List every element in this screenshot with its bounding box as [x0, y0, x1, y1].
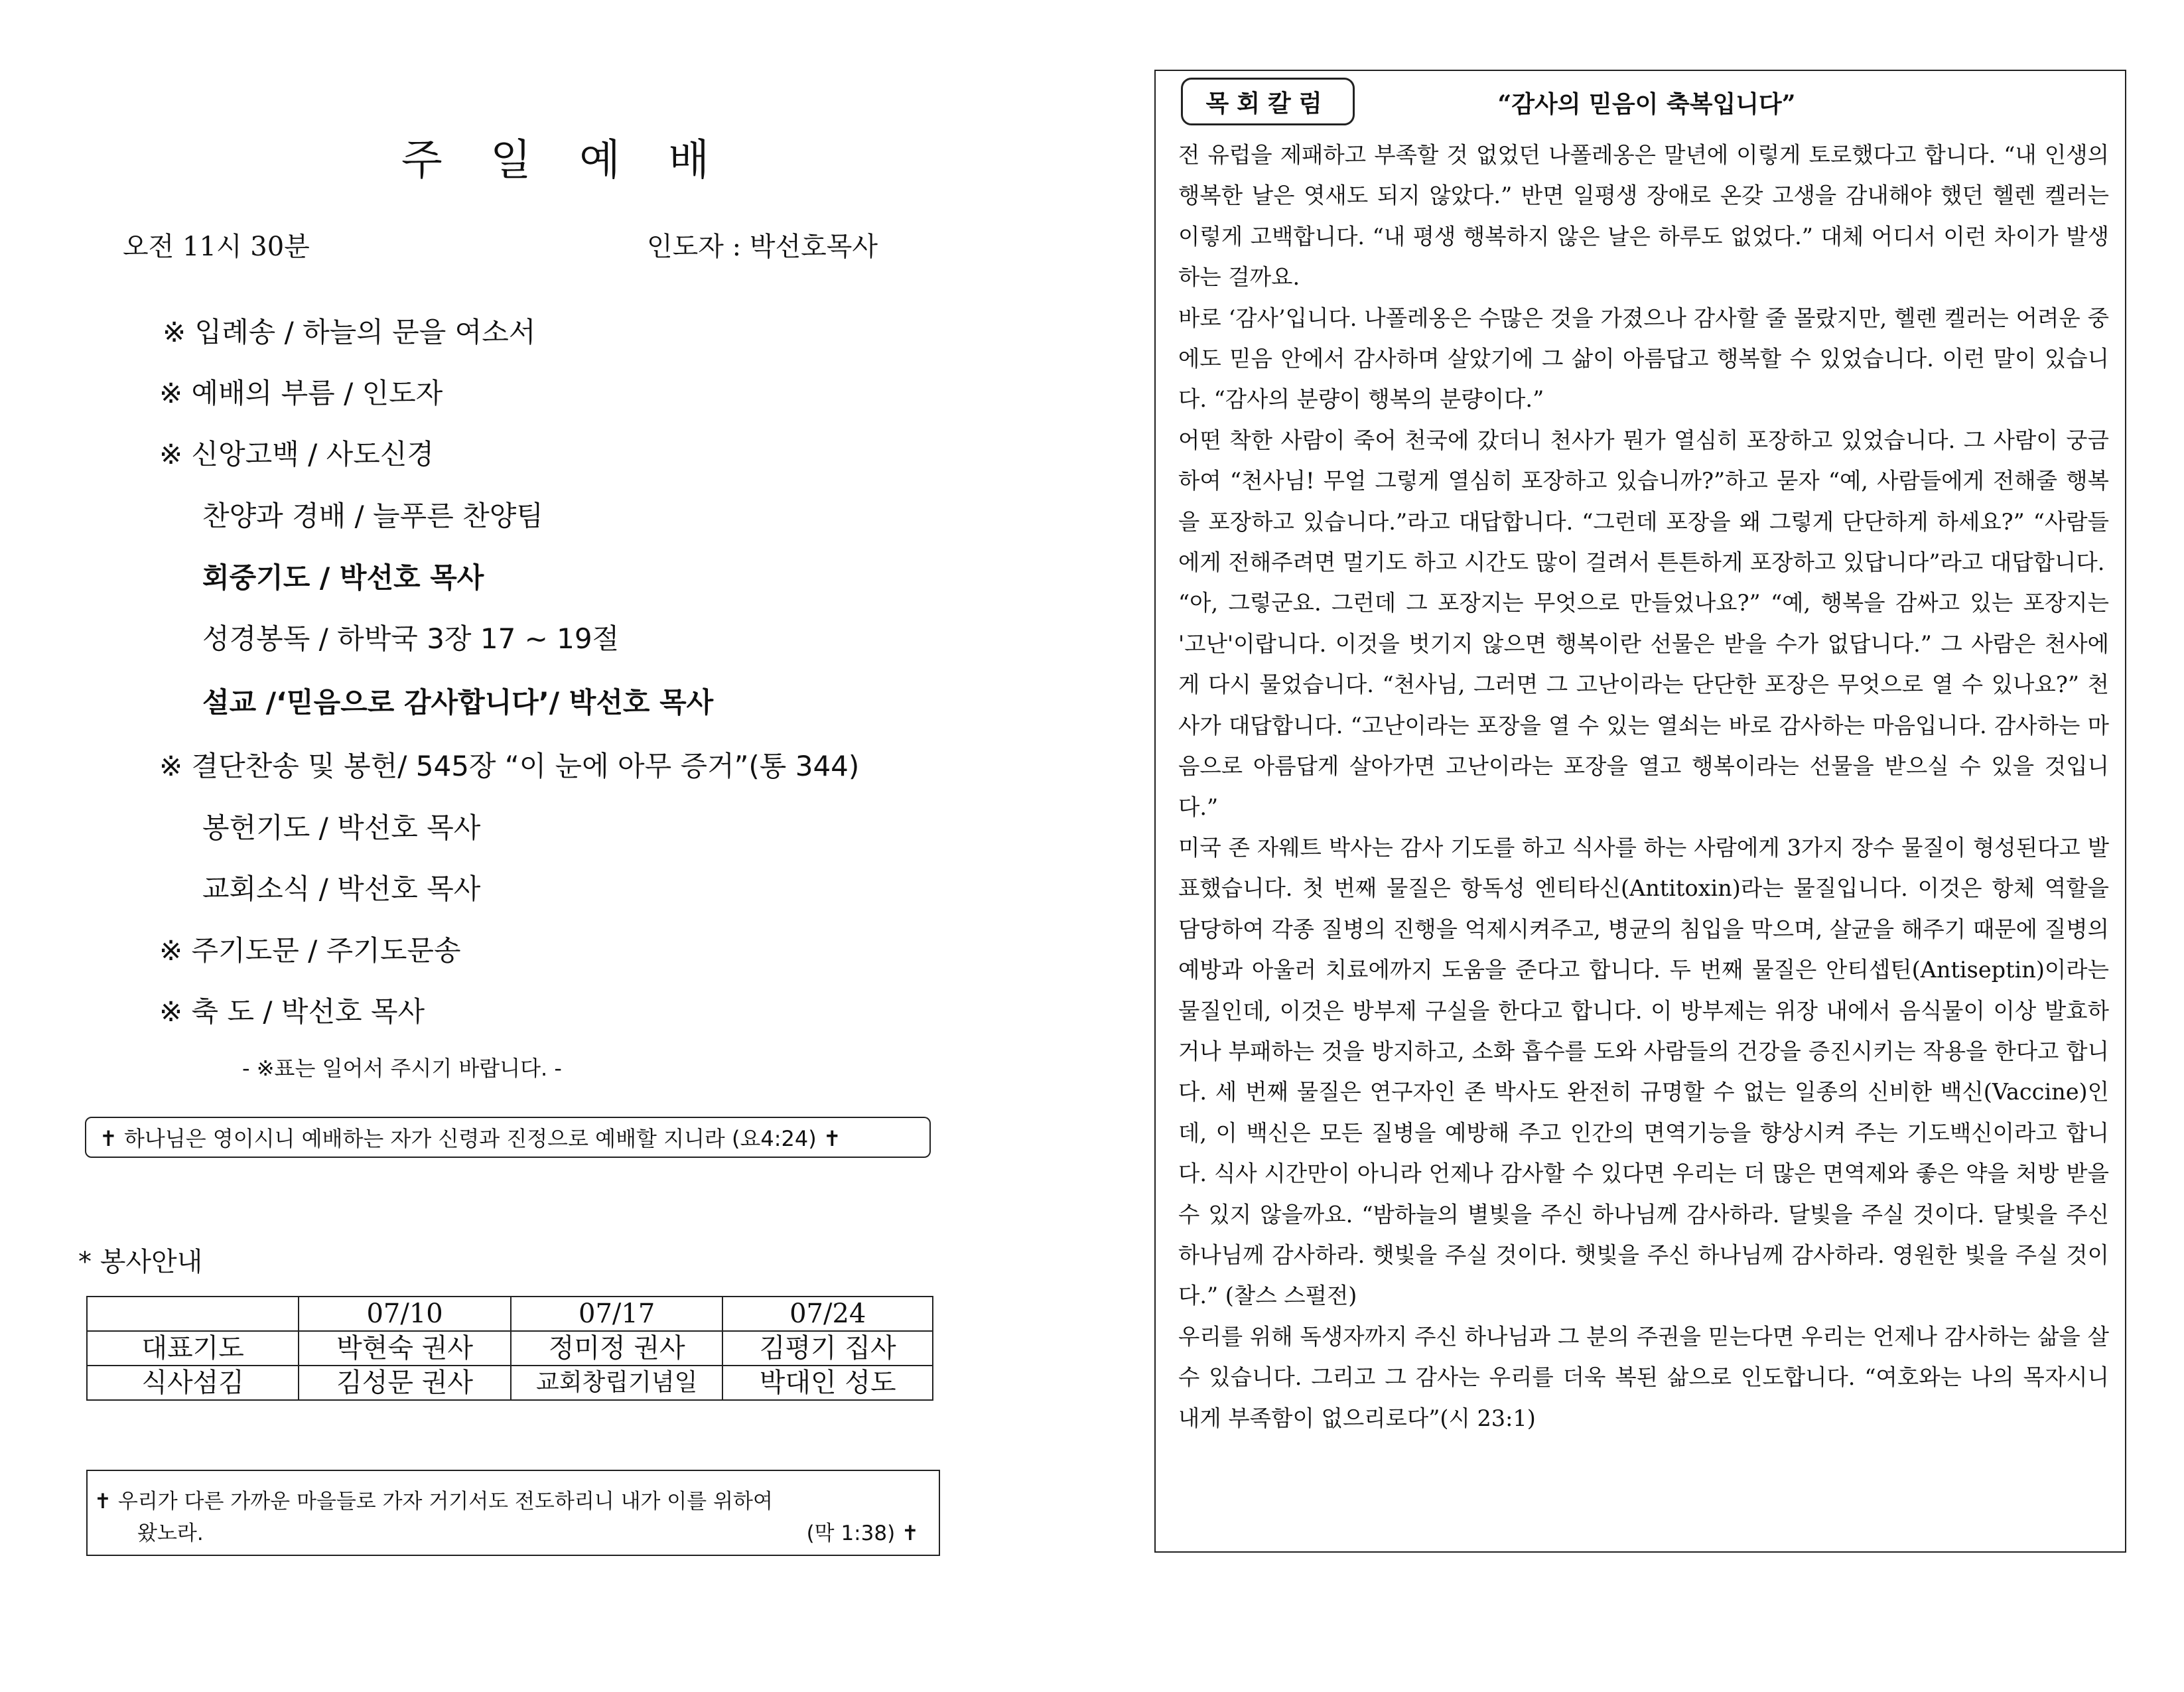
table-cell: 박현숙 권사: [299, 1331, 511, 1366]
date-header: 07/17: [511, 1297, 723, 1331]
table-cell: 정미정 권사: [511, 1331, 723, 1366]
role-cell: 대표기도: [87, 1331, 299, 1366]
order-item: ※ 신앙고백 / 사도신경: [159, 438, 434, 470]
service-heading: * 봉사안내: [78, 1247, 203, 1277]
table-row: [87, 1331, 933, 1366]
column-body: [1178, 135, 2109, 1439]
order-item: ※ 예배의 부름 / 인도자: [159, 377, 443, 409]
order-item: ※ 입례송 / 하늘의 문을 여소서: [163, 316, 536, 348]
order-item: 성경봉독 / 하박국 3장 17 ~ 19절: [202, 622, 620, 655]
order-item: ※ 결단찬송 및 봉헌/ 545장 “이 눈에 아무 증거”(통 344): [159, 750, 860, 782]
table-cell: 교회창립기념일: [511, 1366, 723, 1400]
column-paragraph: 미국 존 자웨트 박사는 감사 기도를 하고 식사를 하는 사람에게 3가지 장수 물질이 형성된다고 발표했습니다. 첫 번째 물질은 항독성 엔티타신(Antitoxin)라는 물질입니다. 이것은 항체 역할을 담당하여 각종 질병의 진행을 억제시켜주고, 병균의 침입을 막으며, 살균을 해주기 때문에 질병의 예방과 아울러 치료에까지 도움을 준다고 합니다. 두 번째 물질은 안티셉틴(Antiseptin)이라는 물질인데, 이것은 방부제 구실을 한다고 합니다. 이 방부제는 위장 내에서 음식물이 이상 발효하거나 부패하는 것을 방지하고, 소화 흡수를 도와 사람들의 건강을 증진시키는 작용을 한다고 합니다. 세 번째 물질은 연구자인 존 박사도 완전히 규명할 수 없는 일종의 신비한 백신(Vaccine)인데, 이 백신은 모든 질병을 예방해 주고 인간의 면역기능을 향상시켜 주는 기도백신이라고 합니다. 식사 시간만이 아니라 언제나 감사할 수 있다면 우리는 더 많은 면역제와 좋은 약을 처방 받을 수 있지 않을까요. “밤하늘의 별빛을 주신 하나님께 감사하라. 달빛을 주실 것이다. 달빛을 주신 하나님께 감사하라. 햇빛을 주실 것이다. 햇빛을 주신 하나님께 감사하라. 영원한 빛을 주실 것이다.” (찰스 스펄전): [1178, 834, 2109, 1309]
column-label: 목회칼럼: [1181, 78, 1355, 125]
service-table: [86, 1296, 933, 1401]
order-item: 회중기도 / 박선호 목사: [202, 561, 484, 594]
standing-note: - ※표는 일어서 주시기 바랍니다. -: [242, 1056, 562, 1081]
order-item: 설교 /‘믿음으로 감사합니다’/ 박선호 목사: [202, 686, 714, 719]
bottom-verse-line1: ✝ 우리가 다른 가까운 마을들로 가자 거기서도 전도하리니 내가 이를 위하여: [94, 1490, 773, 1514]
order-item: 찬양과 경배 / 늘푸른 찬양팀: [202, 500, 543, 532]
table-row: [87, 1297, 933, 1331]
date-header: 07/10: [299, 1297, 511, 1331]
column-paragraph: 바로 ‘감사’입니다. 나폴레옹은 수많은 것을 가졌으나 감사할 줄 몰랐지만, 헬렌 켈러는 어려운 중에도 믿음 안에서 감사하며 살았기에 그 삶이 아름답고 행복할 수 있었습니다. 이런 말이 있습니다. “감사의 분량이 행복의 분량이다.”: [1178, 305, 2109, 413]
bottom-verse-box: [86, 1470, 940, 1556]
order-item: 교회소식 / 박선호 목사: [202, 873, 481, 905]
column-paragraph: 전 유럽을 제패하고 부족할 것 없었던 나폴레옹은 말년에 이렇게 토로했다고 합니다. “내 인생의 행복한 날은 엿새도 되지 않았다.” 반면 일평생 장애로 온갖 고생을 감내해야 했던 헬렌 켈러는 이렇게 고백합니다. “내 평생 행복하지 않은 날은 하루도 없었다.” 대체 어디서 이런 차이가 발생하는 걸까요.: [1178, 142, 2109, 291]
order-item: ※ 축 도 / 박선호 목사: [159, 995, 425, 1028]
verse-box: [85, 1117, 931, 1158]
table-row: [87, 1366, 933, 1400]
table-cell: 박대인 성도: [722, 1366, 933, 1400]
column-title: “감사의 믿음이 축복입니다”: [1497, 90, 1796, 118]
table-cell: 김성문 권사: [299, 1366, 511, 1400]
role-cell: 식사섬김: [87, 1366, 299, 1400]
bottom-verse-line2: 왔노라.: [137, 1521, 204, 1545]
column-paragraph: 우리를 위해 독생자까지 주신 하나님과 그 분의 주권을 믿는다면 우리는 언제나 감사하는 삶을 살 수 있습니다. 그리고 그 감사는 우리를 더욱 복된 삶으로 인도합니다. “여호와는 나의 목자시니 내게 부족함이 없으리로다”(시 23:1): [1178, 1323, 2109, 1431]
table-cell: 김평기 집사: [722, 1331, 933, 1366]
pastor-column: [1154, 70, 2126, 1553]
column-paragraph: “아, 그렇군요. 그런데 그 포장지는 무엇으로 만들었나요?” “예, 행복을 감싸고 있는 포장지는 '고난'이랍니다. 이것을 벗기지 않으면 행복이란 선물은 받을 수가 없답니다.” 그 사람은 천사에게 다시 물었습니다. “천사님, 그러면 그 고난이라는 단단한 포장은 무엇으로 열 수 있나요?” 천사가 대답합니다. “고난이라는 포장을 열 수 있는 열쇠는 바로 감사하는 마음입니다. 감사하는 마음으로 아름답게 살아가면 고난이라는 포장을 열고 행복이라는 선물을 받으실 수 있을 것입니다.”: [1178, 590, 2109, 820]
column-paragraph: 어떤 착한 사람이 죽어 천국에 갔더니 천사가 뭔가 열심히 포장하고 있었습니다. 그 사람이 궁금하여 “천사님! 무얼 그렇게 열심히 포장하고 있습니까?”하고 묻자 “예, 사람들에게 전해줄 행복을 포장하고 있습니다.”라고 대답합니다. “그런데 포장을 왜 그렇게 단단하게 하세요?” “사람들에게 전해주려면 멀기도 하고 시간도 많이 걸려서 튼튼하게 포장하고 있답니다”라고 대답합니다.: [1178, 427, 2109, 576]
order-item: ※ 주기도문 / 주기도문송: [159, 934, 461, 967]
page-title: 주 일 예 배: [401, 136, 727, 185]
bottom-verse-ref: (막 1:38) ✝: [806, 1521, 919, 1545]
verse-text: ✝ 하나님은 영이시니 예배하는 자가 신령과 진정으로 예배할 지니라 (요4:24) ✝: [100, 1126, 841, 1151]
date-header: 07/24: [722, 1297, 933, 1331]
worship-time: 오전 11시 30분: [123, 232, 310, 262]
table-cell: [87, 1297, 299, 1331]
order-item: 봉헌기도 / 박선호 목사: [202, 811, 481, 844]
worship-leader: 인도자 : 박선호목사: [647, 232, 878, 262]
